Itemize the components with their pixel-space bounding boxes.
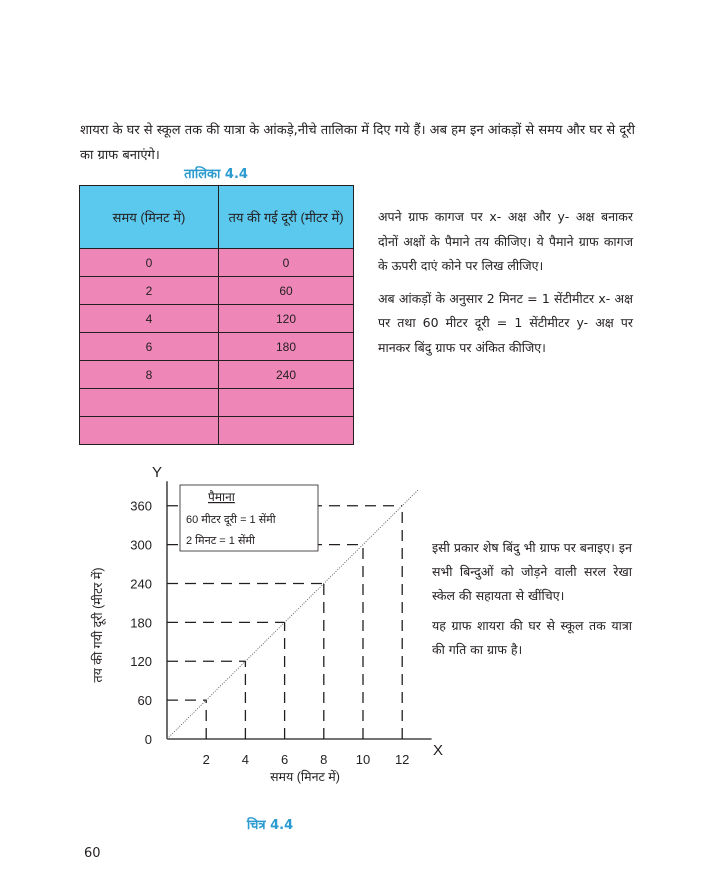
table-row xyxy=(80,361,354,389)
table-row xyxy=(80,249,354,277)
x-tick-label: 8 xyxy=(320,752,328,767)
table-cell: 60 xyxy=(219,277,354,305)
intro-paragraph: शायरा के घर से स्कूल तक की यात्रा के आंकड़े,नीचे तालिका में दिए गये हैं। अब हम इन आंकड़ों से समय और घर से दूरी का ग्राफ बनाएंगे। xyxy=(80,123,635,163)
y-tick-label: 240 xyxy=(130,576,152,592)
table-cell xyxy=(219,417,354,445)
scale-box-line-2: 2 मिनट = 1 सेंमी xyxy=(186,535,255,547)
table-cell: 6 xyxy=(80,333,219,361)
y-axis-label: तय की गयी दूरी (मीटर में) xyxy=(91,567,105,683)
side-paragraph-2: यह ग्राफ शायरा की घर से स्कूल तक यात्रा की गति का ग्राफ है। xyxy=(432,618,632,657)
scale-box xyxy=(180,485,318,551)
instruction-text xyxy=(378,205,633,368)
table-row xyxy=(80,389,354,417)
table-cell: 2 xyxy=(80,277,219,305)
header-distance: तय की गई दूरी (मीटर में) xyxy=(219,186,354,249)
x-axis-letter: X xyxy=(433,742,444,759)
table-cell: 4 xyxy=(80,305,219,333)
table-row xyxy=(80,305,354,333)
table-cell xyxy=(80,417,219,445)
y-tick-label: 60 xyxy=(137,693,152,709)
x-tick-label: 6 xyxy=(280,752,289,767)
data-table xyxy=(79,185,354,445)
x-axis-label: समय (मिनट में) xyxy=(270,770,340,784)
figure-caption: चित्र 4.4 xyxy=(246,818,294,833)
distance-time-graph xyxy=(70,455,460,795)
y-axis-letter: Y xyxy=(152,464,163,481)
table-cell xyxy=(219,389,354,417)
x-tick-label: 2 xyxy=(202,752,210,767)
table-row xyxy=(80,277,354,305)
table-caption: तालिका 4.4 xyxy=(184,167,248,182)
page-number: 60 xyxy=(84,846,101,861)
header-time: समय (मिनट में) xyxy=(80,186,219,249)
y-tick-label: 180 xyxy=(130,615,152,631)
x-tick-label: 4 xyxy=(241,752,250,767)
table-cell: 240 xyxy=(219,361,354,389)
x-tick-label: 10 xyxy=(355,752,371,767)
scale-box-line-1: 60 मीटर दूरी = 1 सेंमी xyxy=(186,514,276,526)
table-row xyxy=(80,417,354,445)
table-cell: 0 xyxy=(219,249,354,277)
table-cell: 0 xyxy=(80,249,219,277)
table-cell xyxy=(80,389,219,417)
side-text xyxy=(432,536,632,668)
instruction-paragraph-1: अपने ग्राफ कागज पर x- अक्ष और y- अक्ष बनाकर दोनों अक्षों के पैमाने तय कीजिए। ये पैमाने ग्राफ कागज के ऊपरी दाएं कोने पर लिख लीजिए। xyxy=(378,209,633,273)
y-tick-label: 0 xyxy=(144,732,152,747)
y-tick-label: 300 xyxy=(130,537,152,553)
table-cell: 8 xyxy=(80,361,219,389)
table-row xyxy=(80,333,354,361)
table-cell: 180 xyxy=(219,333,354,361)
instruction-paragraph-2: अब आंकड़ों के अनुसार 2 मिनट = 1 सेंटीमीटर x- अक्ष पर तथा 60 मीटर दूरी = 1 सेंटीमीटर y- अक्ष पर मानकर बिंदु ग्राफ पर अंकित कीजिए। xyxy=(378,290,633,355)
table-header-row xyxy=(80,186,354,249)
y-tick-label: 120 xyxy=(130,654,152,670)
x-tick-label: 12 xyxy=(394,752,410,767)
table-cell: 120 xyxy=(219,305,354,333)
scale-box-title: पैमाना xyxy=(208,490,235,504)
y-tick-label: 360 xyxy=(130,498,152,514)
side-paragraph-1: इसी प्रकार शेष बिंदु भी ग्राफ पर बनाइए। इन सभी बिन्दुओं को जोड़ने वाली सरल रेखा स्केल की सहायता से खींचिए। xyxy=(432,540,632,603)
